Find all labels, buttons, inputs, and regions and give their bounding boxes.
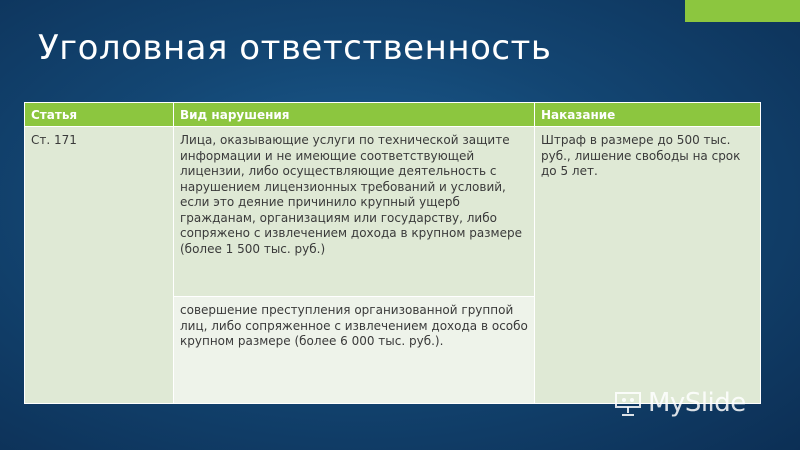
header-penalty: Наказание (535, 103, 761, 127)
header-violation: Вид нарушения (174, 103, 535, 127)
slide-title: Уголовная ответственность (38, 28, 552, 68)
article-cell: Ст. 171 (25, 127, 174, 404)
table-row (25, 127, 761, 297)
penalty-cell: Штраф в размере до 500 тыс. руб., лишение свободы на срок до 5 лет. (535, 127, 761, 404)
violation-cell: Лица, оказывающие услуги по технической защите информации и не имеющие соответствующей лицензии, либо осуществляющие деятельность с нарушением лицензионных требований и условий, если это деяние причинило крупный ущерб гражданам, организациям или государству, либо сопряжено с извлечением дохода в крупном размере (более 1 500 тыс. руб.) (174, 127, 535, 297)
accent-bar (685, 0, 800, 22)
violation-cell: совершение преступления организованной группой лиц, либо сопряженное с извлечением дохода в особо крупном размере (более 6 000 тыс. руб.). (174, 297, 535, 404)
liability-table (24, 102, 761, 404)
header-article: Статья (25, 103, 174, 127)
watermark-logo (612, 388, 746, 418)
presentation-board-icon (612, 389, 644, 417)
table-header-row (25, 103, 761, 127)
watermark-text: MySlide (648, 388, 746, 418)
